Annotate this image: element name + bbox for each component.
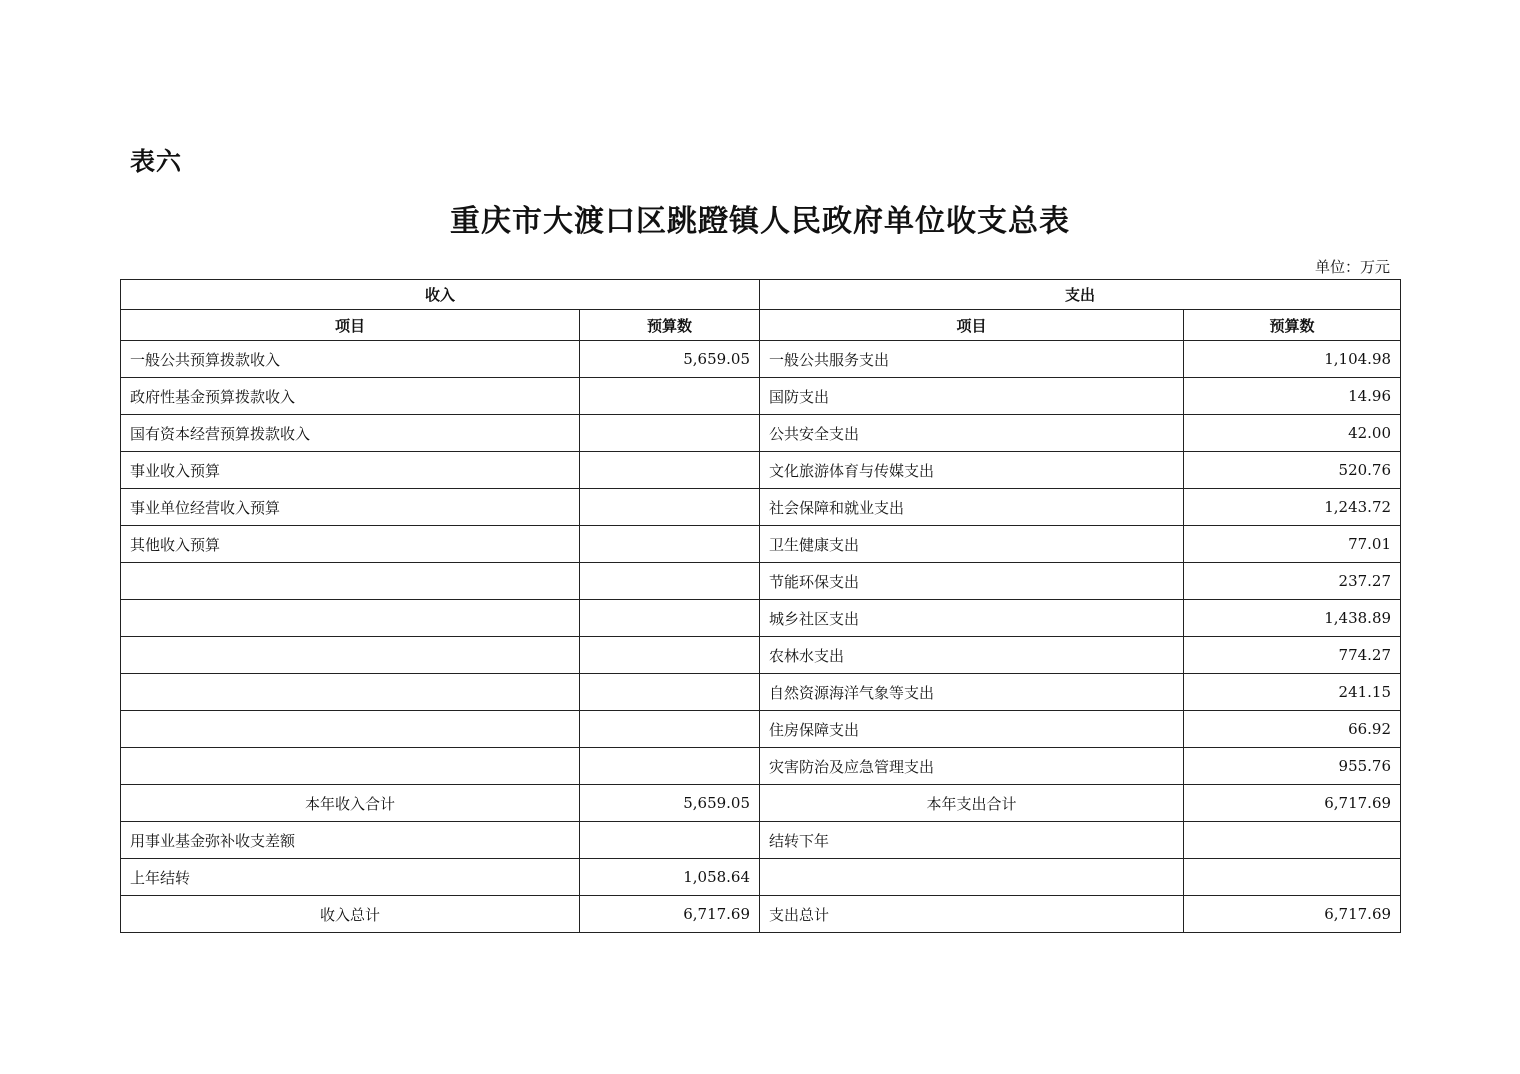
income-item-cell: 事业收入预算 [121, 452, 580, 489]
expense-amount-cell: 955.76 [1184, 748, 1401, 785]
expense-item-cell: 文化旅游体育与传媒支出 [760, 452, 1184, 489]
income-amount-cell [580, 526, 760, 563]
income-amount-cell: 5,659.05 [580, 341, 760, 378]
expense-item-cell: 国防支出 [760, 378, 1184, 415]
income-item-cell: 上年结转 [121, 859, 580, 896]
expense-amount-cell: 1,438.89 [1184, 600, 1401, 637]
table-row [121, 452, 1401, 489]
income-item-cell [121, 563, 580, 600]
expense-amount-cell: 66.92 [1184, 711, 1401, 748]
table-row [121, 859, 1401, 896]
expense-amount-cell: 237.27 [1184, 563, 1401, 600]
income-item-cell [121, 674, 580, 711]
budget-summary-table [120, 279, 1401, 933]
table-row [121, 489, 1401, 526]
income-amount-cell [580, 637, 760, 674]
document-title: 重庆市大渡口区跳蹬镇人民政府单位收支总表 [450, 204, 1070, 239]
expense-item-cell: 城乡社区支出 [760, 600, 1184, 637]
expense-total-amount: 6,717.69 [1184, 896, 1401, 933]
expense-amount-cell: 1,243.72 [1184, 489, 1401, 526]
expense-amount-cell [1184, 822, 1401, 859]
income-amount-cell [580, 563, 760, 600]
income-item-cell [121, 711, 580, 748]
table-row [121, 526, 1401, 563]
table-row [121, 563, 1401, 600]
income-item-cell: 事业单位经营收入预算 [121, 489, 580, 526]
expense-item-cell: 农林水支出 [760, 637, 1184, 674]
income-item-cell: 国有资本经营预算拨款收入 [121, 415, 580, 452]
expense-amount-cell: 241.15 [1184, 674, 1401, 711]
income-total-label: 收入总计 [121, 896, 580, 933]
expense-amount-cell: 14.96 [1184, 378, 1401, 415]
income-amount-column-header: 预算数 [580, 310, 760, 341]
income-item-cell: 一般公共预算拨款收入 [121, 341, 580, 378]
expense-item-cell: 社会保障和就业支出 [760, 489, 1184, 526]
income-amount-cell [580, 600, 760, 637]
unit-note: 单位：万元 [1314, 258, 1390, 276]
grand-total-row [121, 896, 1401, 933]
income-item-cell [121, 637, 580, 674]
expense-item-cell: 自然资源海洋气象等支出 [760, 674, 1184, 711]
table-row [121, 674, 1401, 711]
income-amount-cell [580, 674, 760, 711]
income-amount-cell [580, 748, 760, 785]
expense-amount-cell [1184, 859, 1401, 896]
expense-amount-cell: 1,104.98 [1184, 341, 1401, 378]
expense-item-cell: 卫生健康支出 [760, 526, 1184, 563]
subtotal-row [121, 785, 1401, 822]
table-row [121, 341, 1401, 378]
table-row [121, 822, 1401, 859]
table-row [121, 637, 1401, 674]
expense-subtotal-amount: 6,717.69 [1184, 785, 1401, 822]
column-header-row [121, 310, 1401, 341]
table-row [121, 600, 1401, 637]
expense-item-cell [760, 859, 1184, 896]
income-item-cell [121, 600, 580, 637]
expense-item-cell: 结转下年 [760, 822, 1184, 859]
income-item-cell: 用事业基金弥补收支差额 [121, 822, 580, 859]
expense-item-cell: 住房保障支出 [760, 711, 1184, 748]
expense-item-column-header: 项目 [760, 310, 1184, 341]
income-amount-cell [580, 711, 760, 748]
expense-amount-cell: 774.27 [1184, 637, 1401, 674]
expense-amount-cell: 42.00 [1184, 415, 1401, 452]
table-row [121, 748, 1401, 785]
income-subtotal-amount: 5,659.05 [580, 785, 760, 822]
income-amount-cell [580, 415, 760, 452]
table-row [121, 378, 1401, 415]
expense-total-label: 支出总计 [760, 896, 1184, 933]
income-amount-cell [580, 378, 760, 415]
expense-item-cell: 公共安全支出 [760, 415, 1184, 452]
expense-amount-cell: 520.76 [1184, 452, 1401, 489]
income-group-header: 收入 [121, 280, 760, 310]
income-item-cell [121, 748, 580, 785]
income-amount-cell [580, 489, 760, 526]
income-item-column-header: 项目 [121, 310, 580, 341]
table-number-label: 表六 [130, 147, 183, 176]
expense-item-cell: 一般公共服务支出 [760, 341, 1184, 378]
income-amount-cell [580, 452, 760, 489]
group-header-row [121, 280, 1401, 310]
expense-amount-cell: 77.01 [1184, 526, 1401, 563]
income-item-cell: 其他收入预算 [121, 526, 580, 563]
income-subtotal-label: 本年收入合计 [121, 785, 580, 822]
expense-group-header: 支出 [760, 280, 1401, 310]
expense-item-cell: 节能环保支出 [760, 563, 1184, 600]
income-total-amount: 6,717.69 [580, 896, 760, 933]
expense-item-cell: 灾害防治及应急管理支出 [760, 748, 1184, 785]
table-row [121, 415, 1401, 452]
income-item-cell: 政府性基金预算拨款收入 [121, 378, 580, 415]
budget-table-body [121, 341, 1401, 933]
income-amount-cell: 1,058.64 [580, 859, 760, 896]
table-row [121, 711, 1401, 748]
expense-subtotal-label: 本年支出合计 [760, 785, 1184, 822]
income-amount-cell [580, 822, 760, 859]
expense-amount-column-header: 预算数 [1184, 310, 1401, 341]
